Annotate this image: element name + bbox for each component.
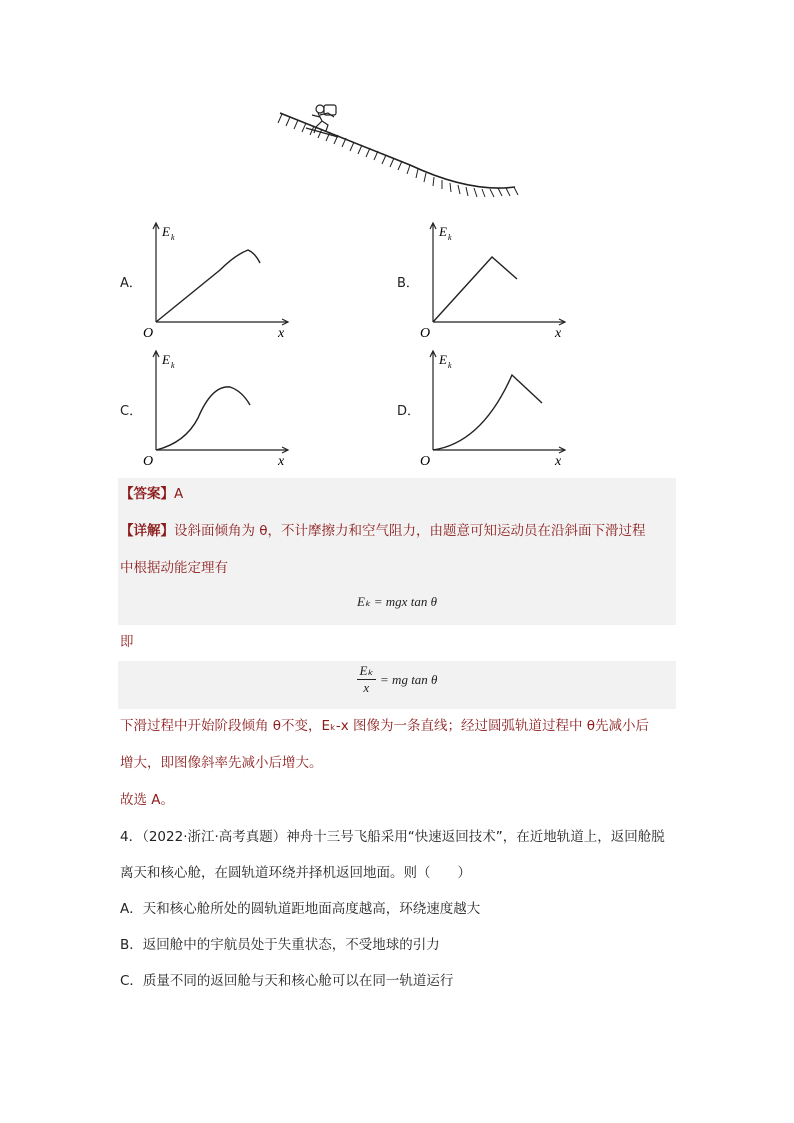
answer-line	[120, 482, 183, 502]
slope-hatching	[278, 114, 518, 197]
graph-a	[140, 215, 300, 340]
answer-tag: 【答案】	[120, 486, 174, 502]
detail-line-2: 中根据动能定理有	[120, 560, 228, 576]
graph-b	[417, 215, 577, 340]
graph-d-curve	[433, 375, 542, 450]
question-4-option-b: B．返回舱中的宇航员处于失重状态，不受地球的引力	[120, 937, 440, 953]
graph-d	[417, 343, 577, 468]
answer-value: A	[174, 486, 184, 502]
skier-slope-figure	[270, 95, 530, 215]
graph-d-x-label: x	[555, 454, 562, 468]
graph-b-y-sub: k	[448, 233, 452, 242]
graph-b-y-label: E	[439, 224, 447, 239]
ji-text: 即	[120, 634, 134, 650]
graph-c-y-label: E	[162, 352, 170, 367]
slope-curve	[280, 113, 515, 188]
option-c-label: C．	[120, 404, 143, 419]
graph-c	[140, 343, 300, 468]
formula-2-denominator: x	[363, 680, 370, 695]
graph-b-curve	[433, 257, 517, 322]
question-4-option-c: C．质量不同的返回舱与天和核心舱可以在同一轨道运行	[120, 973, 454, 989]
formula-1: Eₖ = mgx tan θ	[357, 594, 437, 609]
graph-d-y-label: E	[439, 352, 447, 367]
graph-c-y-sub: k	[171, 361, 175, 370]
question-4-option-a: A．天和核心舱所处的圆轨道距地面高度越高，环绕速度越大	[120, 901, 481, 917]
formula-2-rhs: = mg tan θ	[380, 671, 438, 687]
question-4-stem-2: 离天和核心舱，在圆轨道环绕并择机返回地面。则（ ）	[120, 865, 471, 881]
graph-a-x-label: x	[278, 326, 285, 340]
detail-line-1	[120, 519, 646, 539]
graph-b-origin: O	[420, 326, 431, 340]
graph-c-origin: O	[143, 454, 154, 468]
option-a-label: A．	[120, 276, 142, 291]
detail-tag: 【详解】	[120, 523, 174, 539]
graph-d-origin: O	[420, 454, 431, 468]
formula-2-numerator: Eₖ	[357, 663, 376, 680]
option-d-label: D．	[397, 404, 421, 419]
graph-a-y-sub: k	[171, 233, 175, 242]
graph-a-curve	[156, 250, 260, 322]
option-b-label: B．	[397, 276, 419, 291]
detail-line-4: 增大，即图像斜率先减小后增大。	[120, 755, 323, 771]
graph-c-curve	[156, 387, 250, 450]
question-4-stem-1: 4．（2022·浙江·高考真题）神舟十三号飞船采用“快速返回技术”，在近地轨道上，返回舱脱	[120, 829, 665, 845]
detail-line-3: 下滑过程中开始阶段倾角 θ不变，Eₖ-x 图像为一条直线；经过圆弧轨道过程中 θ先减小后	[120, 718, 650, 734]
graph-d-y-sub: k	[448, 361, 452, 370]
graph-c-x-label: x	[278, 454, 285, 468]
graph-a-y-label: E	[162, 224, 170, 239]
conclusion-text: 故选 A。	[120, 792, 175, 808]
formula-2	[118, 663, 676, 696]
detail-line-1-text: 设斜面倾角为 θ，不计摩擦力和空气阻力，由题意可知运动员在沿斜面下滑过程	[174, 523, 646, 539]
graph-b-x-label: x	[555, 326, 562, 340]
graph-a-origin: O	[143, 326, 154, 340]
